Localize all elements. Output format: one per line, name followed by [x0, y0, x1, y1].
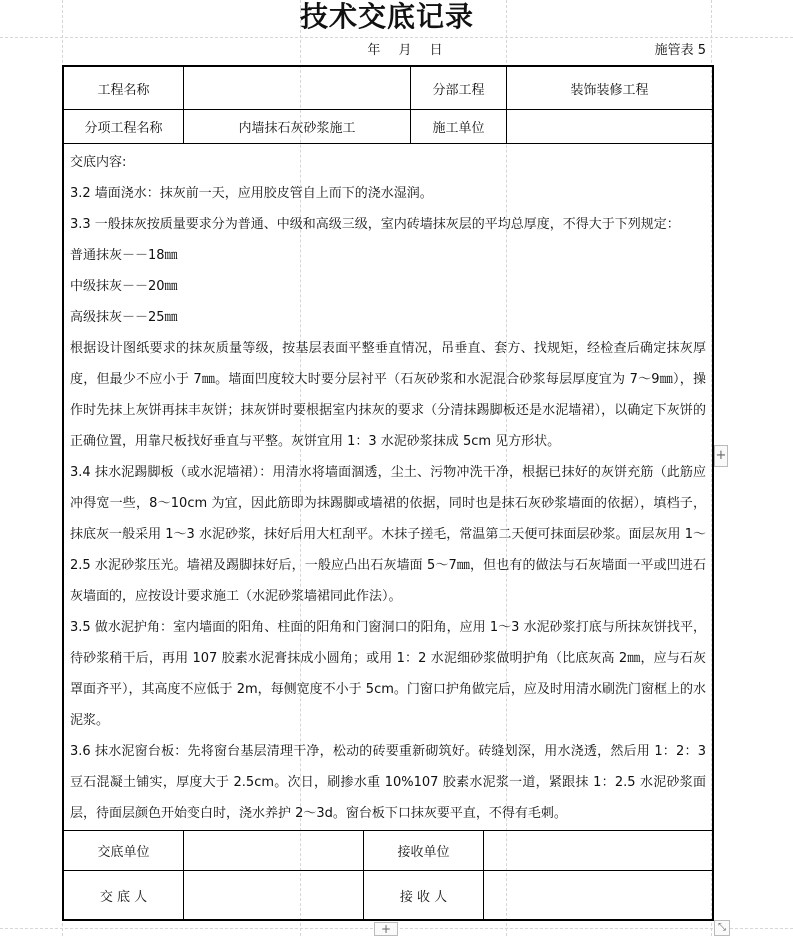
project-name-value[interactable]: [184, 67, 410, 109]
content-paragraph: 3.3 一般抹灰按质量要求分为普通、中级和高级三级，室内砖墙抹灰层的平均总厚度，不得大于下列规定：: [70, 217, 680, 232]
date-row: [62, 38, 712, 64]
division-label: 分部工程: [432, 82, 485, 98]
handover-unit-value[interactable]: [184, 831, 363, 870]
date-label: 年 月 日: [367, 43, 443, 58]
content-label: 交底内容:: [70, 155, 127, 170]
handover-unit-label: 交底单位: [97, 845, 150, 860]
handover-content[interactable]: [70, 147, 706, 829]
construction-unit-value[interactable]: [507, 110, 712, 143]
resize-handle-icon[interactable]: ⤡: [714, 920, 730, 936]
content-paragraph: 3.5 做水泥护角：室内墙面的阳角、柱面的阳角和门窗洞口的阳角，应用 1～3 水泥砂浆打底与所抹灰饼找平，待砂浆稍干后，再用 107 胶素水泥膏抹成小圆角；或用 1：2 水泥细砂浆做明护角（比底灰高 2㎜，应与石灰罩面齐平），其高度不应低于 2m，每侧宽度不小于 5cm。门窗口护角做完后，应及时用清水刷洗门窗框上的水泥浆。: [70, 620, 706, 728]
project-name-label: 工程名称: [97, 82, 150, 98]
construction-unit-label: 施工单位: [432, 121, 485, 136]
subitem-label: 分项工程名称: [84, 121, 163, 136]
add-column-button[interactable]: +: [714, 445, 728, 467]
handover-person-value[interactable]: [184, 871, 363, 919]
row-divider: [64, 143, 712, 144]
receiving-unit-value[interactable]: [484, 831, 712, 870]
add-row-button[interactable]: +: [374, 922, 398, 936]
content-paragraph: 普通抹灰－－18㎜: [70, 248, 178, 263]
content-paragraph: 3.2 墙面浇水：抹灰前一天，应用胶皮管自上而下的浇水湿润。: [70, 186, 433, 201]
receiving-person-value[interactable]: [484, 871, 712, 919]
handover-person-label: 交 底 人: [99, 889, 148, 905]
content-paragraph: 中级抹灰－－20㎜: [70, 279, 178, 294]
content-paragraph: 高级抹灰－－25㎜: [70, 310, 178, 325]
subitem-value[interactable]: 内墙抹石灰砂浆施工: [238, 121, 356, 136]
document-title: 技术交底记录: [299, 0, 474, 33]
form-number: 施管表 5: [654, 43, 706, 58]
content-paragraph: 3.4 抹水泥踢脚板（或水泥墙裙）：用清水将墙面涸透，尘土、污物冲洗干净，根据已抹好的灰饼充筋（此筋应冲得宽一些，8～10cm 为宜，因此筋即为抹踢脚或墙裙的依据，同时也是抹石灰砂浆墙面的依据），填档子，抹底灰一般采用 1～3 水泥砂浆，抹好后用大杠刮平。木抹子搓毛，常温第二天便可抹面层砂浆。面层灰用 1～2.5 水泥砂浆压光。墙裙及踢脚抹好后，一般应凸出石灰墙面 5～7㎜，但也有的做法与石灰墙面一平或凹进石灰墙面的，应按设计要求施工（水泥砂浆墙裙同此作法）。: [70, 465, 706, 604]
receiving-person-label: 接 收 人: [399, 889, 448, 905]
record-table: [62, 65, 714, 921]
division-value[interactable]: 装饰装修工程: [570, 82, 649, 98]
content-paragraph: 3.6 抹水泥窗台板：先将窗台基层清理干净，松动的砖要重新砌筑好。砖缝划深，用水浇透，然后用 1：2：3 豆石混凝土铺实，厚度大于 2.5cm。次日，刷掺水重 10%107 胶素水泥浆一道，紧跟抹 1：2.5 水泥砂浆面层，待面层颜色开始变白时，浇水养护 2～3d。窗台板下口抹灰要平直，不得有毛刺。: [70, 744, 706, 821]
content-paragraph: 根据设计图纸要求的抹灰质量等级，按基层表面平整垂直情况，吊垂直、套方、找规矩，经检查后确定抹灰厚度，但最少不应小于 7㎜。墙面凹度较大时要分层衬平（石灰砂浆和水泥混合砂浆每层厚度宜为 7～9㎜），操作时先抹上灰饼再抹丰灰饼；抹灰饼时要根据室内抹灰的要求（分清抹踢脚板还是水泥墙裙），以确定下灰饼的正确位置，用靠尺板找好垂直与平整。灰饼宜用 1：3 水泥砂浆抹成 5cm 见方形状。: [70, 341, 706, 449]
receiving-unit-label: 接收单位: [397, 845, 450, 860]
